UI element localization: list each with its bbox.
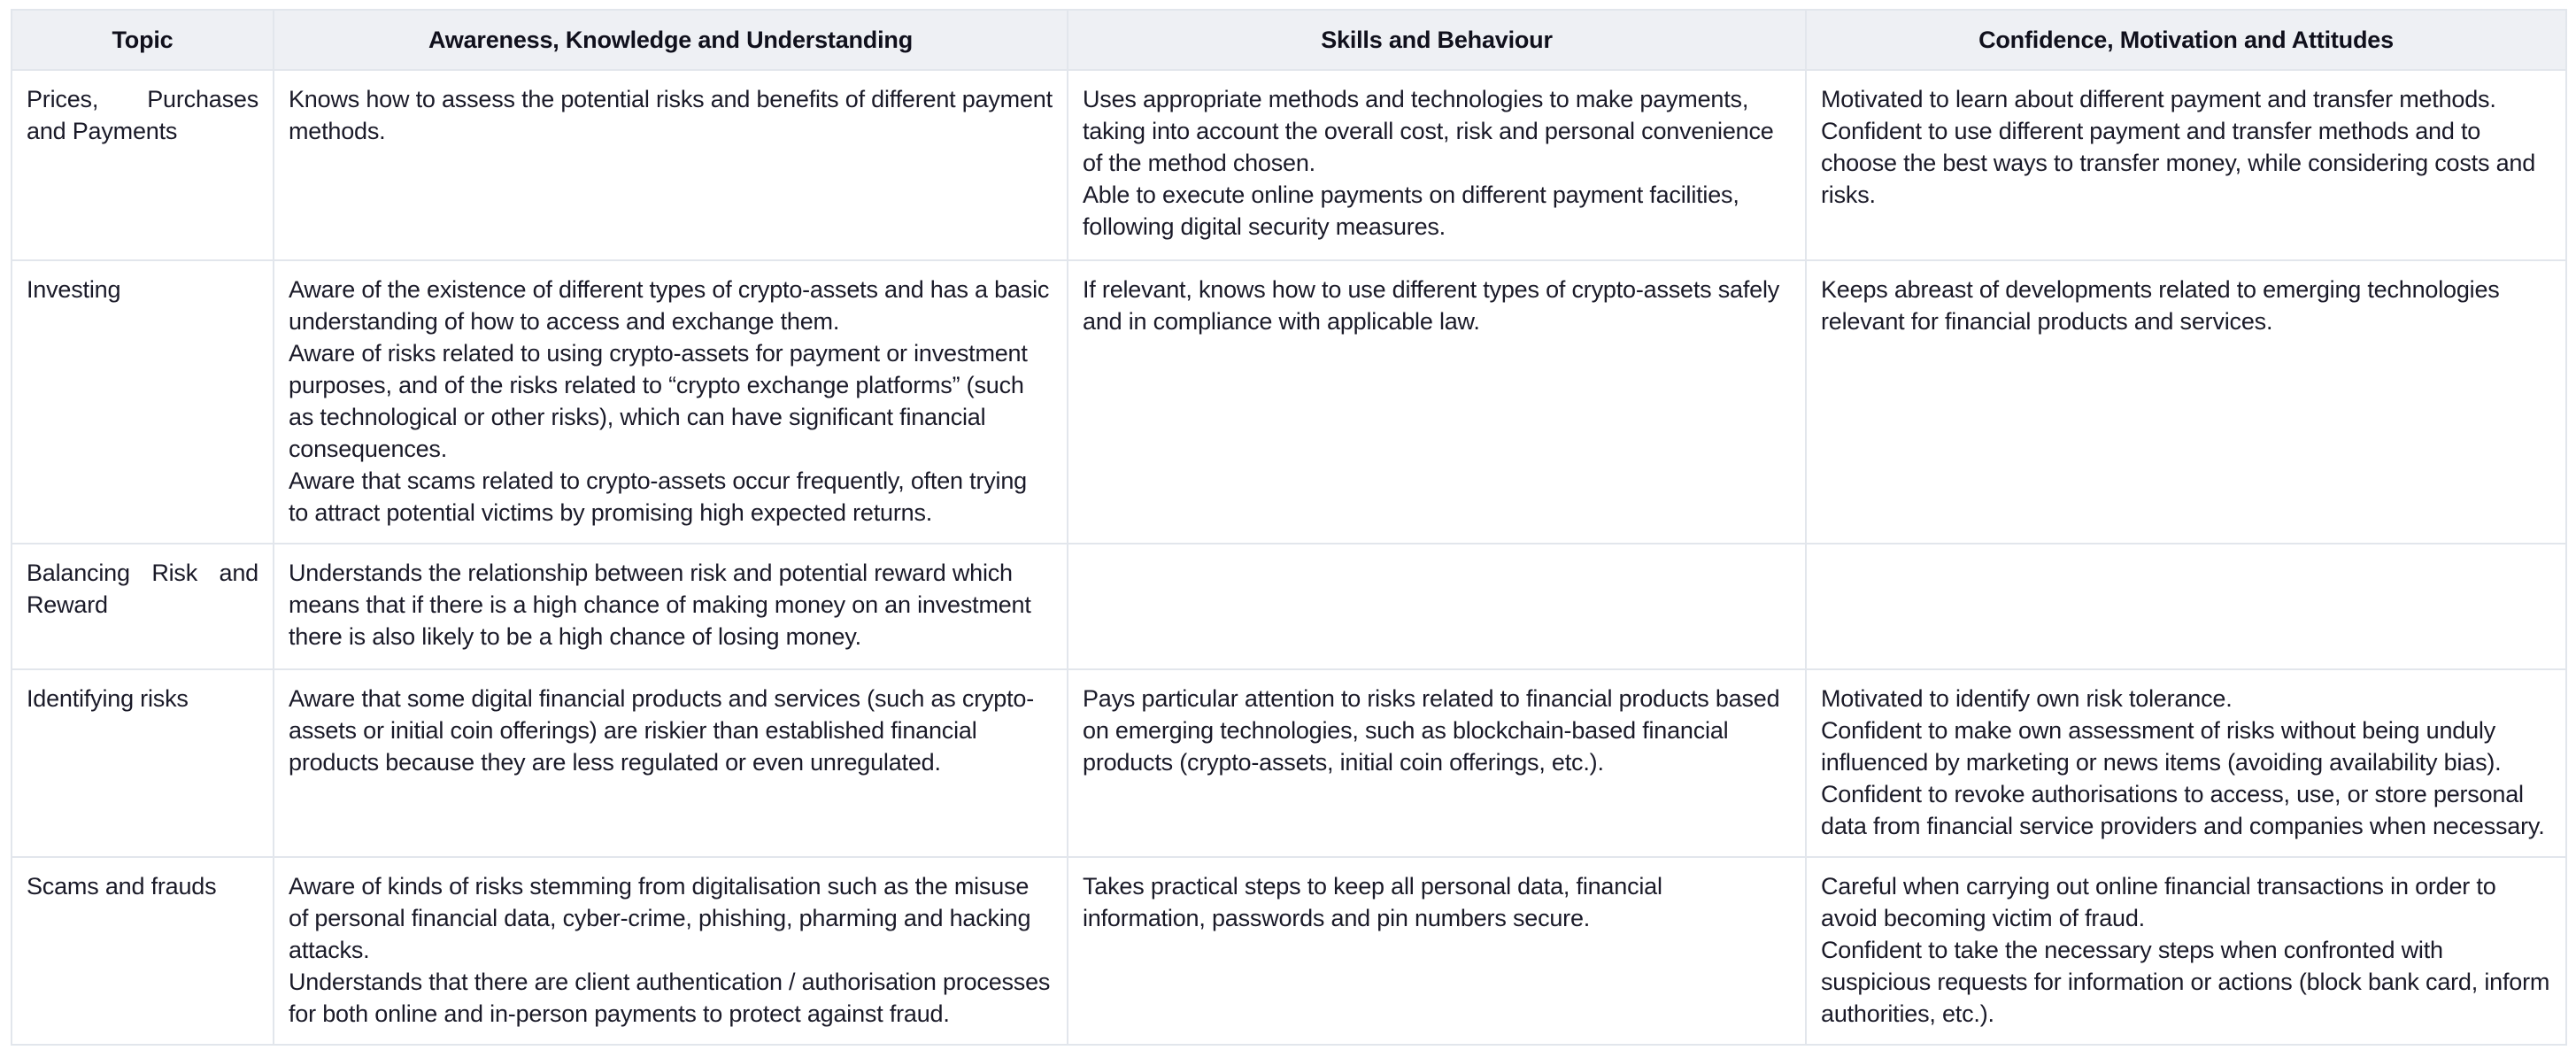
table-row-identifying-risks: [12, 669, 2566, 857]
header-skills: Skills and Behaviour: [1068, 10, 1806, 70]
topic-cell: Scams and frauds: [12, 857, 274, 1045]
cell-paragraph: Motivated to learn about different payment and transfer methods.: [1821, 86, 2496, 112]
header-confidence: Confidence, Motivation and Attitudes: [1806, 10, 2566, 70]
table-row-balancing-risk-reward: [12, 544, 2566, 669]
table-row-prices-purchases-payments: [12, 70, 2566, 260]
confidence-cell: [1806, 669, 2566, 857]
confidence-cell: [1806, 857, 2566, 1045]
table-row-investing: [12, 260, 2566, 544]
skills-cell: [1068, 544, 1806, 669]
header-awareness: Awareness, Knowledge and Understanding: [274, 10, 1068, 70]
awareness-cell: [274, 857, 1068, 1045]
confidence-cell: [1806, 70, 2566, 260]
cell-paragraph: Takes practical steps to keep all personal data, financial information, passwords and pin numbers secure.: [1083, 873, 1662, 931]
header-topic: Topic: [12, 10, 274, 70]
cell-paragraph: Understands the relationship between risk and potential reward which means that if there is a high chance of making money on an investment there is also likely to be a high chance of losing money.: [289, 560, 1031, 650]
cell-paragraph: Confident to revoke authorisations to access, use, or store personal data from financial service providers and companies when necessary.: [1821, 781, 2545, 839]
financial-competence-table: [11, 9, 2567, 1046]
table-row-scams-and-frauds: [12, 857, 2566, 1045]
cell-paragraph: Knows how to assess the potential risks and benefits of different payment methods.: [289, 86, 1053, 144]
cell-paragraph: Motivated to identify own risk tolerance.: [1821, 685, 2233, 712]
header-row: [12, 10, 2566, 70]
cell-paragraph: Aware that scams related to crypto-assets occur frequently, often trying to attract potential victims by promising high expected returns.: [289, 467, 1027, 526]
cell-paragraph: Careful when carrying out online financial transactions in order to avoid becoming victim of fraud.: [1821, 873, 2496, 931]
cell-paragraph: Understands that there are client authentication / authorisation processes for both online and in-person payments to protect against fraud.: [289, 969, 1051, 1027]
cell-paragraph: Keeps abreast of developments related to emerging technologies relevant for financial products and services.: [1821, 276, 2500, 335]
topic-cell: Balancing Risk and Reward: [12, 544, 274, 669]
confidence-cell: [1806, 260, 2566, 544]
cell-paragraph: Aware of the existence of different types of crypto-assets and has a basic understanding of how to access and exchange them.: [289, 276, 1050, 335]
awareness-cell: [274, 669, 1068, 857]
skills-cell: [1068, 857, 1806, 1045]
topic-cell: Identifying risks: [12, 669, 274, 857]
skills-cell: [1068, 70, 1806, 260]
cell-paragraph: Aware of risks related to using crypto-assets for payment or investment purposes, and of the risks related to “crypto exchange platforms” (such as technological or other risks), which can have significant financial consequences.: [289, 340, 1028, 462]
awareness-cell: [274, 544, 1068, 669]
skills-cell: [1068, 260, 1806, 544]
cell-paragraph: Confident to take the necessary steps when confronted with suspicious requests for information or actions (block bank card, inform authorities, etc.).: [1821, 937, 2550, 1027]
topic-cell: Prices, Purchases and Payments: [12, 70, 274, 260]
awareness-cell: [274, 260, 1068, 544]
cell-paragraph: Pays particular attention to risks related to financial products based on emerging technologies, such as blockchain-based financial products (crypto-assets, initial coin offerings, etc.).: [1083, 685, 1780, 776]
cell-paragraph: Able to execute online payments on different payment facilities, following digital security measures.: [1083, 181, 1739, 240]
cell-paragraph: Confident to use different payment and transfer methods and to choose the best ways to transfer money, while considering costs and risks.: [1821, 118, 2536, 208]
skills-cell: [1068, 669, 1806, 857]
cell-paragraph: Aware that some digital financial products and services (such as crypto-assets or initial coin offerings) are riskier than established financial products because they are less regulated or even unregulated.: [289, 685, 1035, 776]
confidence-cell: [1806, 544, 2566, 669]
cell-paragraph: If relevant, knows how to use different types of crypto-assets safely and in compliance with applicable law.: [1083, 276, 1780, 335]
cell-paragraph: Confident to make own assessment of risks without being unduly influenced by marketing or news items (avoiding availability bias).: [1821, 717, 2502, 776]
topic-cell: Investing: [12, 260, 274, 544]
awareness-cell: [274, 70, 1068, 260]
cell-paragraph: Uses appropriate methods and technologies to make payments, taking into account the overall cost, risk and personal convenience of the method chosen.: [1083, 86, 1774, 176]
cell-paragraph: Aware of kinds of risks stemming from digitalisation such as the misuse of personal financial data, cyber-crime, phishing, pharming and hacking attacks.: [289, 873, 1031, 963]
